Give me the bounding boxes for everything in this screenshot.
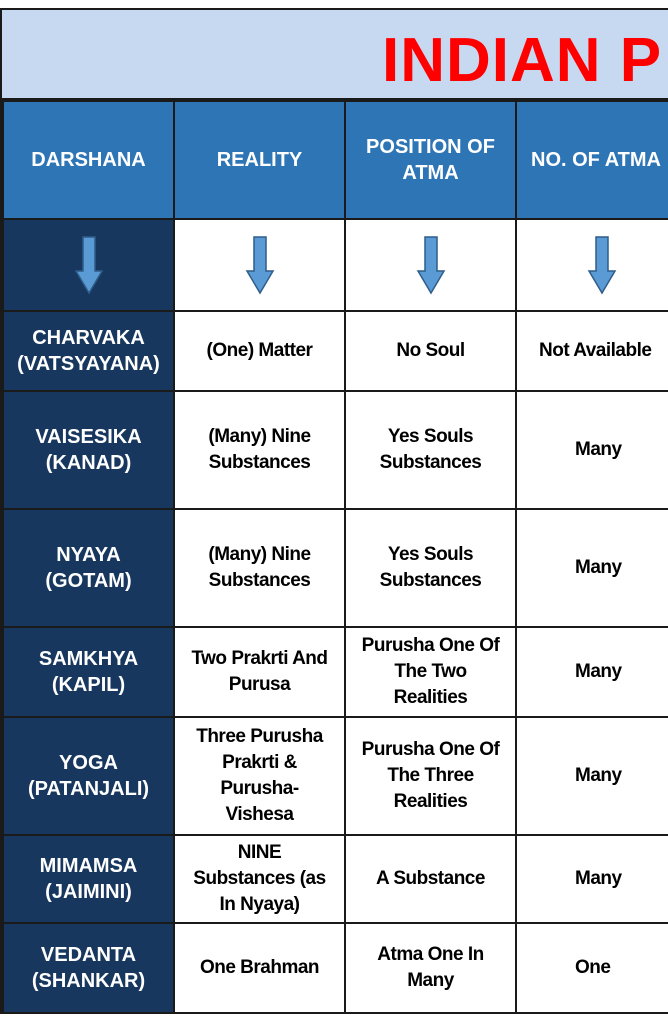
atma-count-cell: Many [516,509,668,627]
reality-cell: (Many) Nine Substances [174,509,345,627]
reality-cell: (Many) Nine Substances [174,391,345,509]
reality-cell: NINE Substances (as In Nyaya) [174,835,345,923]
table-row [3,311,668,391]
header-no-of-atma: NO. OF ATMA [516,101,668,219]
darshana-name: NYAYA (GOTAM) [3,509,174,627]
title-bar [2,10,668,100]
atma-position-cell: Atma One In Many [345,923,516,1013]
atma-position-cell: Purusha One Of The Two Realities [345,627,516,717]
atma-position-cell: A Substance [345,835,516,923]
darshana-name: VEDANTA (SHANKAR) [3,923,174,1013]
atma-count-cell: Many [516,391,668,509]
table-row [3,509,668,627]
atma-position-cell: Yes Souls Substances [345,509,516,627]
darshana-name: MIMAMSA (JAIMINI) [3,835,174,923]
reality-cell: Three Purusha Prakrti & Purusha- Vishesa [174,717,345,835]
header-reality: REALITY [174,101,345,219]
atma-count-cell: One [516,923,668,1013]
atma-count-cell: Many [516,717,668,835]
table-row [3,717,668,835]
header-position-of-atma: POSITION OF ATMA [345,101,516,219]
down-arrow-icon [174,219,345,311]
atma-position-cell: Purusha One Of The Three Realities [345,717,516,835]
darshana-name: VAISESIKA (KANAD) [3,391,174,509]
table-row [3,391,668,509]
table-row [3,923,668,1013]
atma-count-cell: Many [516,835,668,923]
darshana-table [2,100,668,1014]
down-arrow-icon [3,219,174,311]
header-row [3,101,668,219]
atma-count-cell: Not Available [516,311,668,391]
page-title: INDIAN P [382,26,663,95]
reality-cell: (One) Matter [174,311,345,391]
down-arrow-icon [345,219,516,311]
atma-position-cell: No Soul [345,311,516,391]
table-row [3,627,668,717]
atma-position-cell: Yes Souls Substances [345,391,516,509]
reality-cell: Two Prakrti And Purusa [174,627,345,717]
reality-cell: One Brahman [174,923,345,1013]
darshana-name: SAMKHYA (KAPIL) [3,627,174,717]
table-row [3,835,668,923]
darshana-name: YOGA (PATANJALI) [3,717,174,835]
darshana-name: CHARVAKA (VATSYAYANA) [3,311,174,391]
header-darshana: DARSHANA [3,101,174,219]
arrow-row [3,219,668,311]
down-arrow-icon [516,219,668,311]
atma-count-cell: Many [516,627,668,717]
